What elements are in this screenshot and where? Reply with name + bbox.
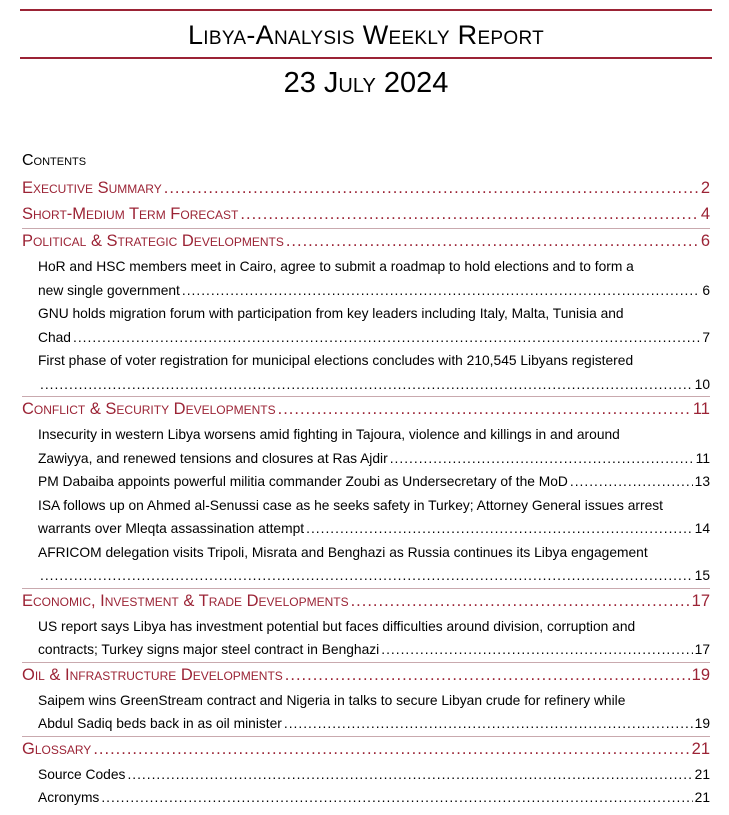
toc-subsection-last-line [38, 470, 710, 494]
toc-subsection-title-text: Abdul Sadiq beds back in as oil minister [38, 716, 282, 731]
toc-dot-leader [570, 470, 693, 494]
toc-subsection-entry[interactable] [38, 615, 710, 662]
toc-section-page-number: 4 [700, 205, 710, 223]
report-title: Libya-Analysis Weekly Report [187, 20, 545, 50]
toc-section-entry[interactable] [22, 176, 710, 202]
toc-section-title: Political & Strategic Developments [22, 232, 284, 250]
toc-dot-leader [101, 786, 692, 810]
toc-subsection-entry[interactable] [38, 423, 710, 470]
toc-section-title: Economic, Investment & Trade Developments [22, 591, 349, 610]
toc-subsection-entry[interactable] [38, 302, 710, 349]
toc-subsection-last-line [38, 763, 710, 787]
toc-subsection-page-number: 13 [694, 474, 710, 489]
toc-section-entry[interactable] [22, 662, 710, 689]
toc-dot-leader [127, 763, 692, 787]
toc-dot-leader [40, 564, 693, 588]
toc-section-entry[interactable] [22, 736, 710, 763]
toc-subsection-page-number: 21 [694, 790, 710, 805]
toc-subsection-entry[interactable] [38, 494, 710, 541]
toc-subsection-title-text: Zawiyya, and renewed tensions and closures at Ras Ajdir [38, 450, 388, 466]
header-bottom-rule [20, 57, 712, 59]
toc-section-entry[interactable] [22, 228, 710, 255]
toc-subsection-last-line [38, 279, 710, 303]
toc-dot-leader [164, 176, 699, 201]
toc-subsection-page-number: 11 [695, 450, 710, 466]
toc-section-entry[interactable] [22, 588, 710, 615]
toc-subsection-entry[interactable] [38, 470, 710, 494]
toc-dot-leader [240, 202, 698, 227]
toc-subsection-last-line [38, 712, 710, 736]
toc-subsection-title-line: US report says Libya has investment potential but faces difficulties around division, corruption and [38, 618, 636, 634]
toc-subsection-last-line [38, 326, 710, 350]
toc-subsection-entry[interactable] [38, 786, 710, 810]
toc-section-entry[interactable] [22, 202, 710, 228]
toc-subsection-title-text: Source Codes [38, 766, 126, 782]
toc-subsection-title-text: Chad [38, 329, 71, 345]
toc-subsection-entry[interactable] [38, 255, 710, 302]
toc-subsection-title-line: HoR and HSC members meet in Cairo, agree to submit a roadmap to hold elections and to form a [38, 259, 634, 274]
table-of-contents [22, 176, 710, 810]
toc-subsection-last-line [38, 638, 710, 662]
toc-subsection-title-line: Insecurity in western Libya worsens amid fighting in Tajoura, violence and killings in and around [38, 427, 620, 442]
toc-section-page-number: 21 [691, 739, 710, 758]
toc-subsection-last-line [38, 564, 710, 588]
toc-section-page-number: 11 [692, 400, 710, 418]
toc-subsection-page-number: 17 [694, 642, 710, 657]
toc-section-title: Glossary [22, 739, 92, 758]
toc-subsection-page-number: 19 [694, 716, 710, 731]
toc-section-title: Executive Summary [22, 179, 162, 197]
toc-subsection-page-number: 10 [694, 376, 710, 392]
toc-dot-leader [278, 397, 691, 422]
toc-dot-leader [351, 589, 690, 614]
toc-dot-leader [40, 373, 693, 397]
toc-subsection-page-number: 21 [694, 766, 710, 782]
toc-subsection-last-line [38, 447, 710, 471]
toc-section-entry[interactable] [22, 396, 710, 423]
toc-subsection-last-line [38, 373, 710, 397]
toc-subsection-page-number: 7 [702, 329, 710, 345]
toc-dot-leader [284, 712, 693, 736]
toc-subsection-title-line: GNU holds migration forum with participation from key leaders including Italy, Malta, Tunisia and [38, 306, 624, 321]
toc-subsection-entry[interactable] [38, 763, 710, 787]
toc-subsection-title-text: contracts; Turkey signs major steel contract in Benghazi [38, 642, 380, 657]
toc-subsection-title-text: PM Dabaiba appoints powerful militia commander Zoubi as Undersecretary of the MoD [38, 474, 568, 489]
toc-subsection-title-text: Acronyms [38, 790, 100, 805]
toc-section-title: Conflict & Security Developments [22, 400, 276, 418]
toc-dot-leader [93, 737, 689, 762]
toc-subsection-title-line: First phase of voter registration for municipal elections concludes with 210,545 Libyans registered [38, 353, 634, 368]
toc-section-page-number: 6 [700, 232, 710, 250]
toc-section-title: Short-Medium Term Forecast [22, 205, 239, 223]
toc-subsection-entry[interactable] [38, 349, 710, 396]
toc-subsection-title-line: Saipem wins GreenStream contract and Nigeria in talks to secure Libyan crude for refinery while [38, 692, 626, 708]
toc-dot-leader [73, 326, 700, 350]
contents-heading: Contents [22, 152, 87, 169]
toc-section-page-number: 19 [691, 665, 710, 684]
toc-subsection-title-line: ISA follows up on Ahmed al-Senussi case as he seeks safety in Turkey; Attorney General issues arrest [38, 497, 664, 513]
toc-dot-leader [182, 279, 700, 303]
toc-subsection-title-text: new single government [38, 282, 180, 298]
toc-subsection-last-line [38, 517, 710, 541]
toc-section-title: Oil & Infrastructure Developments [22, 665, 283, 684]
toc-subsection-last-line [38, 786, 710, 810]
toc-subsection-entry[interactable] [38, 541, 710, 588]
toc-section-page-number: 2 [700, 179, 710, 197]
toc-subsection-title-line: AFRICOM delegation visits Tripoli, Misrata and Benghazi as Russia continues its Libya engagement [38, 544, 648, 560]
toc-dot-leader [390, 447, 694, 471]
toc-dot-leader [306, 517, 693, 541]
toc-dot-leader [286, 229, 699, 254]
toc-dot-leader [381, 638, 692, 662]
toc-subsection-page-number: 14 [694, 521, 710, 536]
toc-subsection-title-text: warrants over Mleqta assassination attempt [38, 521, 305, 536]
toc-subsection-entry[interactable] [38, 689, 710, 736]
toc-subsection-page-number: 6 [702, 282, 710, 298]
header-top-rule [20, 9, 712, 11]
toc-dot-leader [285, 663, 690, 688]
toc-section-page-number: 17 [691, 591, 710, 610]
toc-subsection-page-number: 15 [694, 568, 710, 583]
report-date: 23 July 2024 [283, 67, 449, 99]
